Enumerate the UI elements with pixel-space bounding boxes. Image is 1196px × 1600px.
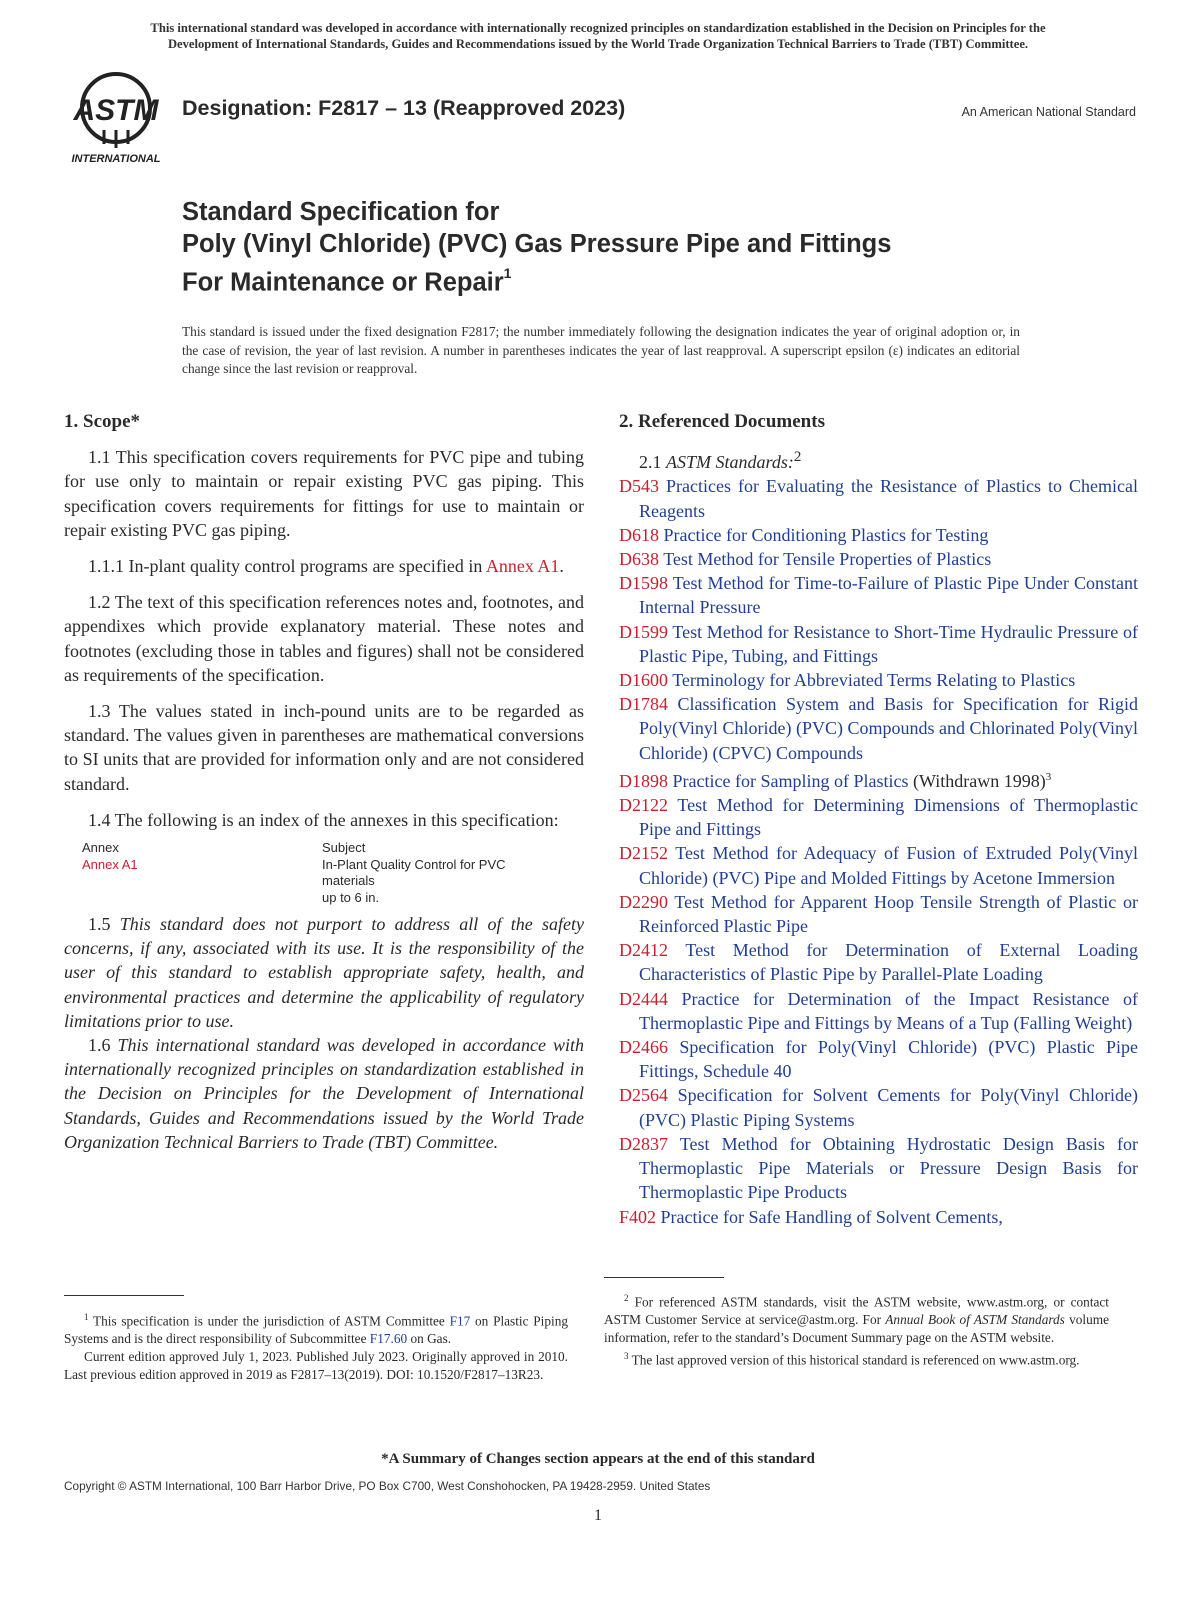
astm-logo (64, 70, 168, 166)
international-standard-notice (60, 20, 1136, 52)
footnote-1-text-b: on Plastic Piping Systems and is the direct responsibility of Subcommittee (64, 1313, 568, 1347)
footnote-2-mark: 2 (624, 1293, 629, 1303)
reference-code-link[interactable]: F402 (619, 1206, 657, 1227)
designation: Designation: F2817 – 13 (Reapproved 2023) (182, 96, 626, 120)
annex-subject-line-1: In-Plant Quality Control for PVC (322, 856, 506, 872)
annex-a1-table-link[interactable]: Annex A1 (82, 856, 138, 872)
subheading-footnote-mark: 2 (793, 449, 802, 466)
astm-logo-mark (64, 70, 168, 166)
reference-code-link[interactable]: D2412 (619, 940, 668, 961)
section-1-1-1 (64, 554, 584, 578)
reference-item (619, 987, 1138, 1035)
title-line-3-text: For Maintenance or Repair (182, 268, 504, 297)
section-1-3: 1.3 The values stated in inch-pound units are to be regarded as standard. The values given in parentheses are mathematical conversions to SI units that are provided for information only and are not considered standard. (64, 701, 584, 794)
reference-title-link[interactable]: Terminology for Abbreviated Terms Relating to Plastics (672, 670, 1076, 691)
scope-column (64, 410, 584, 1166)
title-line-2: Poly (Vinyl Chloride) (PVC) Gas Pressure Pipe and Fittings (182, 230, 892, 258)
reference-code-link[interactable]: D2564 (619, 1085, 668, 1106)
section-1-6 (64, 1033, 584, 1154)
reference-item (619, 547, 1138, 571)
reference-item (619, 1205, 1138, 1229)
reference-item (619, 890, 1138, 938)
section-1-5-text: This standard does not purport to address all of the safety concerns, if any, associated with its use. It is the responsibility of the user of this standard to establish appropriate safety, health, and environmental practices and determine the applicability of regulatory limitations prior to use. (64, 914, 585, 1031)
reference-code-link[interactable]: D1600 (619, 670, 668, 691)
footnote-1-text-a: This specification is under the jurisdiction of ASTM Committee (93, 1313, 445, 1329)
reference-item (619, 1132, 1138, 1205)
section-1-1-1-text: 1.1.1 In-plant quality control programs are specified in (88, 556, 483, 577)
footnote-1 (64, 1308, 568, 1348)
section-1-5 (64, 912, 584, 1033)
reference-list (619, 474, 1138, 1228)
reference-title-link[interactable]: Test Method for Tensile Properties of Plastics (663, 549, 992, 570)
reference-title-link[interactable]: Practice for Sampling of Plastics (672, 770, 909, 791)
footnote-1-edition: Current edition approved July 1, 2023. Published July 2023. Originally approved in 2010. Last previous edition approved in 2019 as F2817–13(2019). DOI: 10.1520/F2817–13R23. (64, 1349, 568, 1383)
footnote-divider-right (604, 1277, 724, 1278)
reference-item (619, 523, 1138, 547)
reference-code-link[interactable]: D1599 (619, 621, 668, 642)
title-line-3 (182, 260, 891, 299)
copyright-line: Copyright © ASTM International, 100 Barr Harbor Drive, PO Box C700, West Conshohocken, PA 19428-2959. United States (64, 1479, 711, 1493)
annex-subject-line-2: materials (322, 873, 375, 889)
annex-subject-line-3: up to 6 in. (322, 889, 380, 905)
reference-code-link[interactable]: D2290 (619, 891, 668, 912)
reference-item (619, 1083, 1138, 1131)
reference-code-link[interactable]: D1598 (619, 573, 668, 594)
footnote-3-text: The last approved version of this historical standard is referenced on www.astm.org. (631, 1352, 1080, 1368)
reference-item (619, 793, 1138, 841)
subheading-number: 2.1 (639, 452, 662, 473)
reference-title-link[interactable]: Test Method for Time-to-Failure of Plastic Pipe Under Constant Internal Pressure (639, 573, 1138, 618)
title-line-1: Standard Specification for (182, 198, 500, 226)
reference-item (619, 668, 1138, 692)
reference-code-link[interactable]: D2444 (619, 988, 668, 1009)
reference-item (619, 474, 1138, 522)
logo-international: INTERNATIONAL (71, 153, 161, 165)
scope-heading: 1. Scope* (64, 411, 140, 432)
issuance-note: This standard is issued under the fixed designation F2817; the number immediately following the designation indicates the year of original adoption or, in the case of revision, the year of last revision. A number in parentheses indicates the year of last reapproval. A superscript epsilon (ε) indicates an editorial change since the last revision or reapproval. (182, 324, 1020, 376)
referenced-documents-heading: 2. Referenced Documents (619, 411, 825, 432)
reference-item (619, 765, 1138, 793)
annex-table-row (82, 857, 562, 907)
subject-column-header: Subject (322, 840, 366, 856)
subcommittee-f17-60-link[interactable]: F17.60 (369, 1331, 408, 1347)
footnote-1-mark: 1 (84, 1312, 89, 1322)
annex-table-header (82, 840, 562, 857)
reference-item (619, 620, 1138, 668)
notice-line-1: This international standard was developed in accordance with internationally recognized principles on standardization established in the Decision on Principles for the (150, 21, 1046, 35)
reference-code-link[interactable]: D1898 (619, 770, 668, 791)
reference-title-link[interactable]: Test Method for Determination of External Loading Characteristics of Plastic Pipe by Parallel-Plate Loading (639, 940, 1138, 985)
footnote-2-italic: Annual Book of ASTM Standards (885, 1312, 1065, 1328)
annex-subject (322, 857, 542, 907)
footnote-2 (604, 1289, 1109, 1347)
subheading-label: ASTM Standards: (666, 452, 794, 473)
reference-withdrawn-note: (Withdrawn 1998) (908, 770, 1046, 791)
reference-code-link[interactable]: D2152 (619, 843, 668, 864)
annex-a1-link[interactable]: Annex A1 (485, 556, 560, 577)
page-number: 1 (594, 1507, 602, 1524)
reference-title-link[interactable]: Practices for Evaluating the Resistance of Plastics to Chemical Reagents (639, 476, 1138, 521)
reference-title-link[interactable]: Test Method for Obtaining Hydrostatic Design Basis for Thermoplastic Pipe Materials or Pressure Design Basis for Thermoplastic Pipe Products (639, 1133, 1138, 1203)
reference-item (619, 571, 1138, 619)
reference-item (619, 692, 1138, 765)
section-1-6-number: 1.6 (88, 1035, 111, 1056)
section-1-6-text: This international standard was developed in accordance with internationally recognized principles on standardization established in the Decision on Principles for the Development of International Standards, Guides and Recommendations issued by the World Trade Organization Technical Barriers to Trade (TBT) Committee. (64, 1035, 584, 1152)
annex-index-table (82, 840, 562, 906)
section-1-1-1-end: . (559, 556, 564, 577)
notice-line-2: Development of International Standards, Guides and Recommendations issued by the World Trade Organization Technical Barriers to Trade (TBT) Committee. (167, 37, 1029, 51)
reference-code-link[interactable]: D618 (619, 524, 659, 545)
title-footnote-mark: 1 (503, 265, 512, 281)
summary-of-changes-note: *A Summary of Changes section appears at the end of this standard (381, 1451, 815, 1467)
reference-item (619, 1035, 1138, 1083)
reference-title-link[interactable]: Practice for Conditioning Plastics for Testing (663, 524, 989, 545)
reference-title-link[interactable]: Test Method for Resistance to Short-Time Hydraulic Pressure of Plastic Pipe, Tubing, and Fittings (639, 621, 1138, 666)
section-1-2: 1.2 The text of this specification references notes and, footnotes, and appendixes which provide explanatory material. These notes and footnotes (excluding those in tables and figures) shall not be considered as requirements of the specification. (64, 592, 584, 685)
section-1-1: 1.1 This specification covers requirements for PVC pipe and tubing for use only to maintain or repair existing PVC gas piping. This specification covers requirements for fittings for use to maintain or repair existing PVC gas piping. (64, 447, 584, 540)
section-1-5-number: 1.5 (88, 914, 111, 935)
footnote-3 (604, 1347, 1109, 1369)
section-1-4: 1.4 The following is an index of the annexes in this specification: (88, 809, 559, 830)
committee-f17-link[interactable]: F17 (449, 1313, 471, 1329)
footnotes-left (64, 1308, 568, 1384)
reference-title-link[interactable]: Classification System and Basis for Specification for Rigid Poly(Vinyl Chloride) (PVC) Compounds and Chlorinated Poly(Vinyl Chloride) (CPVC) Compounds (639, 694, 1139, 763)
logo-letters: ASTM (73, 94, 159, 127)
reference-title-link[interactable]: Test Method for Determining Dimensions of Thermoplastic Pipe and Fittings (639, 795, 1138, 840)
footnotes-right (604, 1289, 1109, 1370)
reference-code-link[interactable]: D2466 (619, 1037, 668, 1058)
reference-title-link[interactable]: Test Method for Adequacy of Fusion of Extruded Poly(Vinyl Chloride) (PVC) Pipe and Molded Fittings by Acetone Immersion (639, 843, 1138, 888)
american-national-standard-label: An American National Standard (961, 105, 1136, 119)
reference-item (619, 841, 1138, 889)
footnote-2-text-b: volume information, refer to the standard’s Document Summary page on the ASTM website. (604, 1312, 1109, 1346)
reference-title-link[interactable]: Practice for Determination of the Impact Resistance of Thermoplastic Pipe and Fittings by Means of a Tup (Falling Weight) (639, 988, 1138, 1033)
document-title (182, 196, 891, 299)
reference-title-link[interactable]: Specification for Poly(Vinyl Chloride) (PVC) Plastic Pipe Fittings, Schedule 40 (639, 1037, 1139, 1082)
footnote-divider-left (64, 1295, 184, 1296)
reference-code-link[interactable]: D1784 (619, 694, 668, 715)
reference-code-link[interactable]: D2122 (619, 795, 668, 816)
footnote-3-mark: 3 (624, 1351, 629, 1362)
annex-column-header: Annex (82, 840, 119, 856)
reference-footnote-mark: 3 (1045, 770, 1052, 783)
reference-title-link[interactable]: Practice for Safe Handling of Solvent Cements, (660, 1206, 1003, 1227)
reference-title-link[interactable]: Test Method for Apparent Hoop Tensile Strength of Plastic or Reinforced Plastic Pipe (639, 891, 1138, 937)
reference-item (619, 938, 1138, 986)
reference-code-link[interactable]: D638 (619, 549, 659, 570)
astm-standards-subheading (639, 445, 1138, 474)
referenced-documents-column (619, 410, 1138, 1229)
reference-code-link[interactable]: D2837 (619, 1133, 668, 1154)
reference-title-link[interactable]: Specification for Solvent Cements for Poly(Vinyl Chloride) (PVC) Plastic Piping Systems (639, 1085, 1138, 1130)
footnote-2-text-a: For referenced ASTM standards, visit the ASTM website, www.astm.org, or contact ASTM Customer Service at service@astm.org. For (604, 1294, 1110, 1328)
footnote-1-text-c: on Gas. (410, 1331, 452, 1347)
reference-code-link[interactable]: D543 (619, 476, 659, 497)
